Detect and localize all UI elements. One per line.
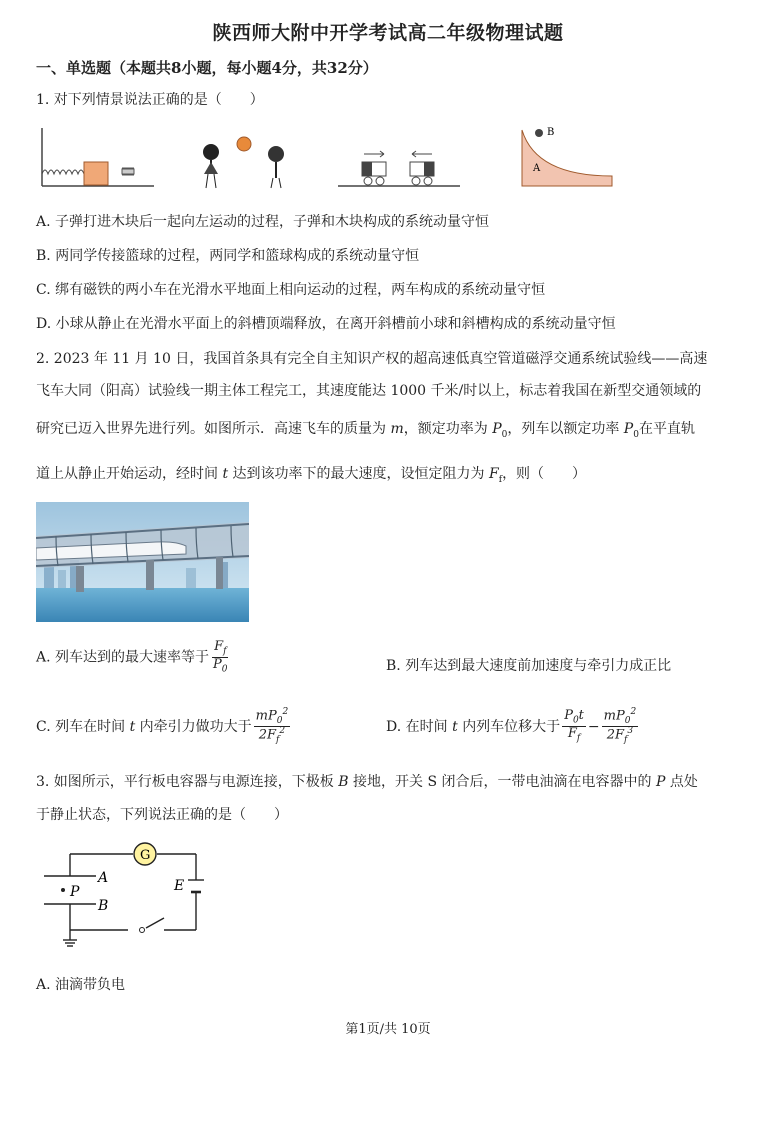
q1-stem: 1. 对下列情景说法正确的是（ ） (36, 92, 264, 108)
source-e-label: E (174, 878, 185, 894)
label-a: A (533, 163, 541, 174)
q3-line1: 3. 如图所示，平行板电容器与电源连接，下极板 B 接地，开关 S 闭合后，一带电油滴在电容器中的 P 点处 (36, 774, 698, 790)
q2-option-d: D. 在时间 t 内列车位移大于 $\frac{P_0t}{F_f}$ − $\frac{mP_0^2}{2F_f^3}$ (386, 707, 637, 746)
galvanometer-label: G (140, 848, 151, 863)
hyperloop-image (36, 502, 249, 622)
label-b: B (547, 127, 555, 138)
ramp-figure (522, 127, 612, 186)
plate-a-label: A (98, 870, 109, 886)
students-basketball-figure (203, 137, 284, 188)
q2-option-c: C. 列车在时间 t 内牵引力做功大于 $\frac{mP_0^2}{2F_f^2}$ (36, 707, 289, 746)
page-footer: 第1页/共 10页 (345, 1022, 431, 1037)
capacitor-circuit (36, 838, 212, 950)
q2-line1: 2. 2023 年 11 月 10 日，我国首条具有完全自主知识产权的超高速低真空管道磁浮交通系统试验线——高速 (36, 351, 708, 367)
q2-line3: 研究已迈入世界先进行列。如图所示．高速飞车的质量为 m，额定功率为 $P_0$，列车以额定功率 $P_0$在平直轨 (36, 421, 695, 440)
point-p-label: P (70, 884, 80, 900)
q2-option-b: B. 列车达到最大速度前加速度与牵引力成正比 (386, 658, 672, 674)
magnet-carts-figure (338, 151, 460, 186)
q1-option-b: B. 两同学传接篮球的过程，两同学和篮球构成的系统动量守恒 (36, 248, 420, 264)
q1-option-a: A. 子弹打进木块后一起向左运动的过程，子弹和木块构成的系统动量守恒 (36, 214, 490, 230)
page-title: 陕西师大附中开学考试高二年级物理试题 (212, 22, 564, 44)
section-heading: 一、单选题（本题共8小题，每小题4分，共32分） (36, 59, 378, 77)
plate-b-label: B (98, 898, 109, 914)
q1-option-c: C. 绑有磁铁的两小车在光滑水平地面上相向运动的过程，两车构成的系统动量守恒 (36, 282, 546, 298)
q3-option-a: A. 油滴带负电 (36, 977, 126, 993)
q2-option-a: A. 列车达到的最大速率等于 $\frac{F_f}{P_0}$ (36, 639, 228, 675)
q2-line2: 飞车大同（阳高）试验线一期主体工程完工，其速度能达 1000 千米/时以上，标志着我国在新型交通领域的 (36, 383, 702, 399)
q2-line4: 道上从静止开始运动，经时间 t 达到该功率下的最大速度，设恒定阻力为 $F_f$，则（ ） (36, 466, 587, 485)
q1-option-d: D. 小球从静止在光滑水平面上的斜槽顶端释放，在离开斜槽前小球和斜槽构成的系统动量守恒 (36, 316, 616, 332)
q3-line2: 于静止状态，下列说法正确的是（ ） (36, 807, 288, 823)
spring-block-figure (42, 128, 154, 186)
q1-figures (36, 124, 636, 192)
